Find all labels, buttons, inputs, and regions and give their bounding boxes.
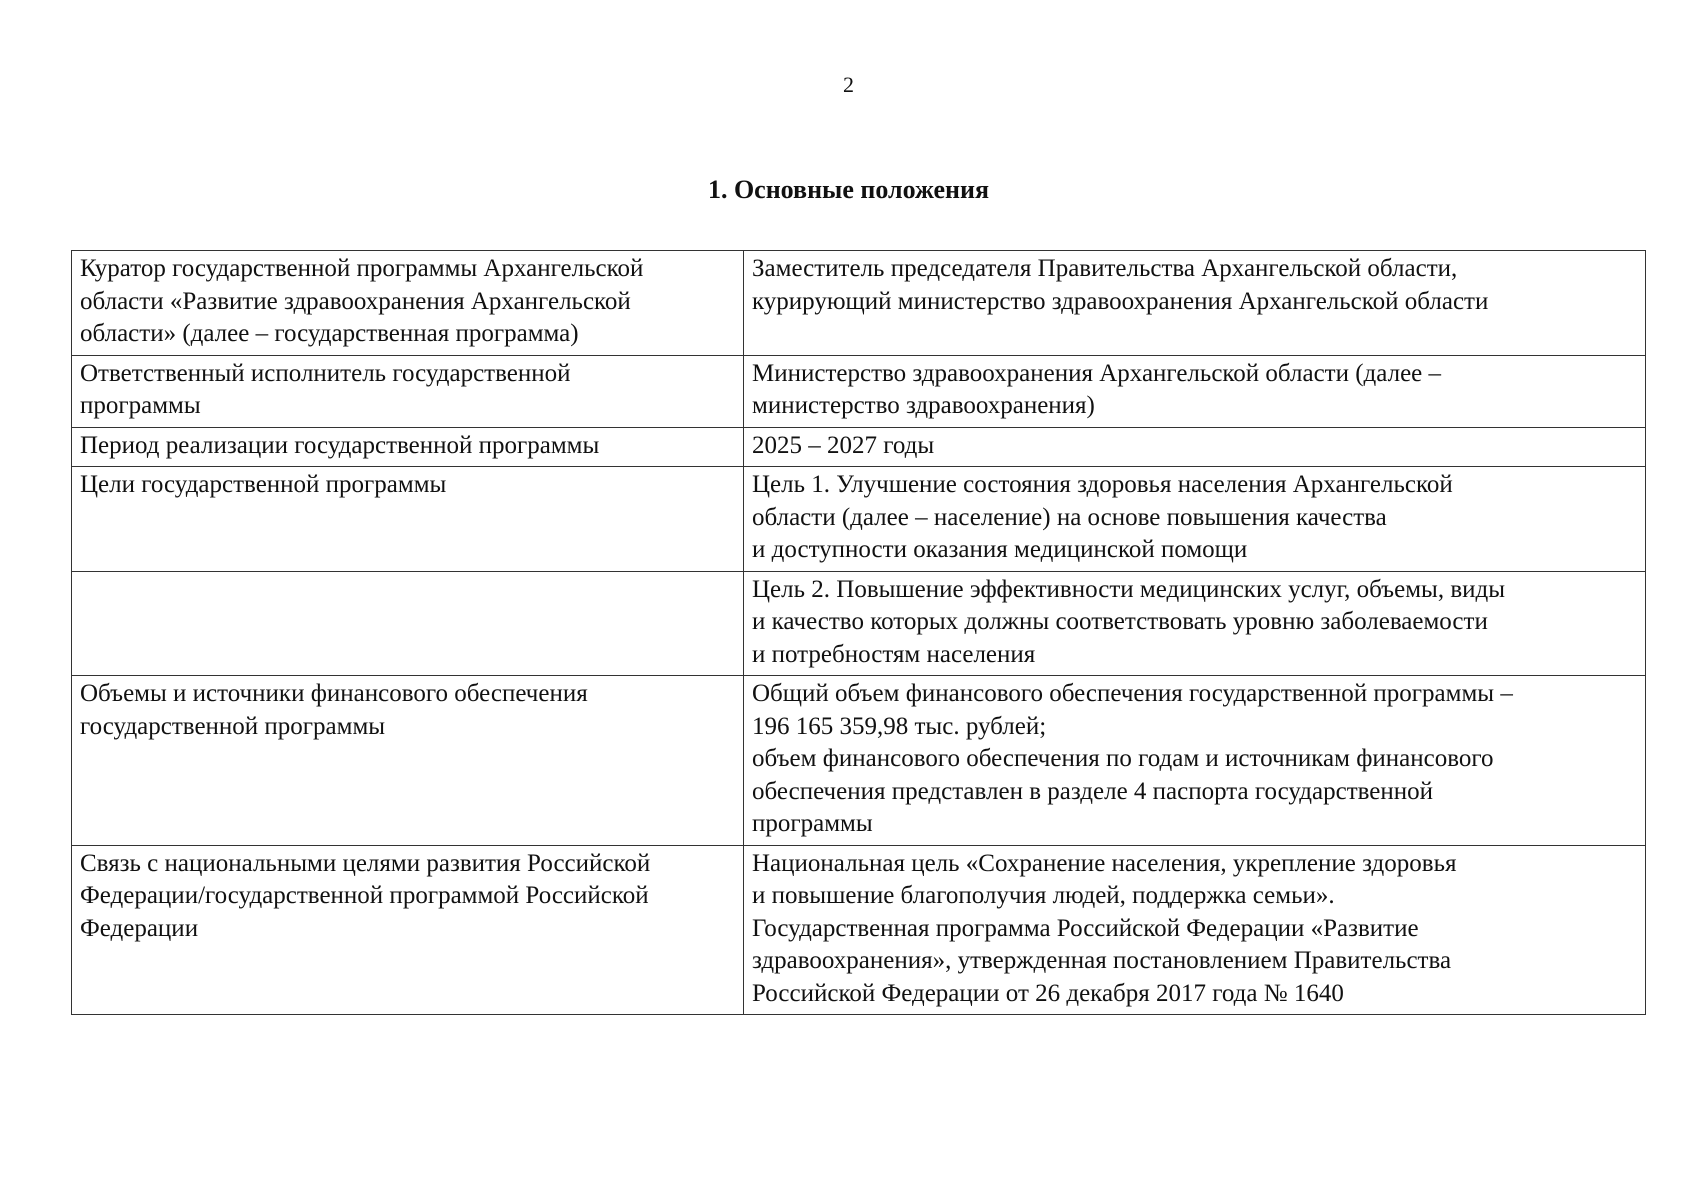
- table-row-goal-1: [72, 467, 1646, 572]
- row-value-line: курирующий министерство здравоохранения Архангельской области: [752, 287, 1489, 315]
- table-row-period: [72, 427, 1646, 467]
- row-value-line: и потребностям населения: [752, 640, 1036, 668]
- main-provisions-table: [71, 250, 1646, 1015]
- row-label-line: программы: [80, 392, 201, 419]
- row-label-cell-empty: [72, 571, 744, 676]
- row-label-line: государственной программы: [80, 712, 386, 740]
- row-label-cell: [72, 845, 744, 1015]
- row-value-line: области (далее – население) на основе повышения качества: [752, 503, 1387, 531]
- row-label-line: Федерации/государственной программой Российской: [80, 882, 649, 909]
- row-label-cell: [72, 676, 744, 846]
- row-value-line: Министерство здравоохранения Архангельской области (далее –: [752, 359, 1442, 387]
- row-label-line: Куратор государственной программы Архангельской: [80, 255, 644, 282]
- table-row-funding: [72, 676, 1646, 846]
- row-value-cell: [744, 845, 1646, 1015]
- row-value-line: Цель 1. Улучшение состояния здоровья населения Архангельской: [752, 471, 1453, 498]
- page-number: 2: [843, 72, 854, 97]
- row-value-line: и доступности оказания медицинской помощи: [752, 536, 1248, 563]
- row-label-line: Цели государственной программы: [80, 471, 447, 498]
- row-label-cell: [72, 355, 744, 427]
- row-label-line: Федерации: [80, 914, 199, 942]
- row-value-line: Общий объем финансового обеспечения государственной программы –: [752, 680, 1513, 707]
- row-value-line: Национальная цель «Сохранение населения, укрепление здоровья: [752, 849, 1457, 877]
- table-row-national-goals: [72, 845, 1646, 1015]
- row-value-line: министерство здравоохранения): [752, 392, 1095, 419]
- row-label-line: области» (далее – государственная программа): [80, 320, 579, 347]
- row-value-line: объем финансового обеспечения по годам и источникам финансового: [752, 745, 1494, 772]
- row-value-line: 196 165 359,98 тыс. рублей;: [752, 712, 1047, 740]
- row-label-cell: [72, 467, 744, 572]
- row-value-line: 2025 – 2027 годы: [752, 431, 935, 459]
- row-value-cell: [744, 676, 1646, 846]
- row-value-line: Цель 2. Повышение эффективности медицинских услуг, объемы, виды: [752, 575, 1506, 603]
- row-label-line: области «Развитие здравоохранения Архангельской: [80, 287, 631, 315]
- row-value-line: программы: [752, 810, 873, 837]
- row-label-line: Период реализации государственной программы: [80, 431, 600, 459]
- row-label-cell: [72, 427, 744, 467]
- row-value-line: обеспечения представлен в разделе 4 паспорта государственной: [752, 777, 1434, 805]
- row-label-line: Ответственный исполнитель государственной: [80, 359, 571, 387]
- row-value-line: Российской Федерации от 26 декабря 2017 года № 1640: [752, 979, 1344, 1007]
- section-title: 1. Основные положения: [707, 175, 990, 204]
- row-label-line: Объемы и источники финансового обеспечения: [80, 680, 588, 707]
- row-label-line: Связь с национальными целями развития Российской: [80, 849, 651, 877]
- row-value-cell: [744, 427, 1646, 467]
- row-value-line: и повышение благополучия людей, поддержка семьи».: [752, 882, 1335, 909]
- table-row-curator: [72, 251, 1646, 356]
- table-row-responsible-executor: [72, 355, 1646, 427]
- row-value-cell: [744, 355, 1646, 427]
- row-label-cell: [72, 251, 744, 356]
- row-value-line: и качество которых должны соответствовать уровню заболеваемости: [752, 608, 1488, 635]
- row-value-line: Заместитель председателя Правительства Архангельской области,: [752, 255, 1458, 282]
- row-value-cell: [744, 571, 1646, 676]
- row-value-cell: [744, 251, 1646, 356]
- table-row-goal-2: [72, 571, 1646, 676]
- row-value-cell: [744, 467, 1646, 572]
- row-value-line: Государственная программа Российской Федерации «Развитие: [752, 914, 1419, 942]
- row-value-line: здравоохранения», утвержденная постановлением Правительства: [752, 947, 1452, 974]
